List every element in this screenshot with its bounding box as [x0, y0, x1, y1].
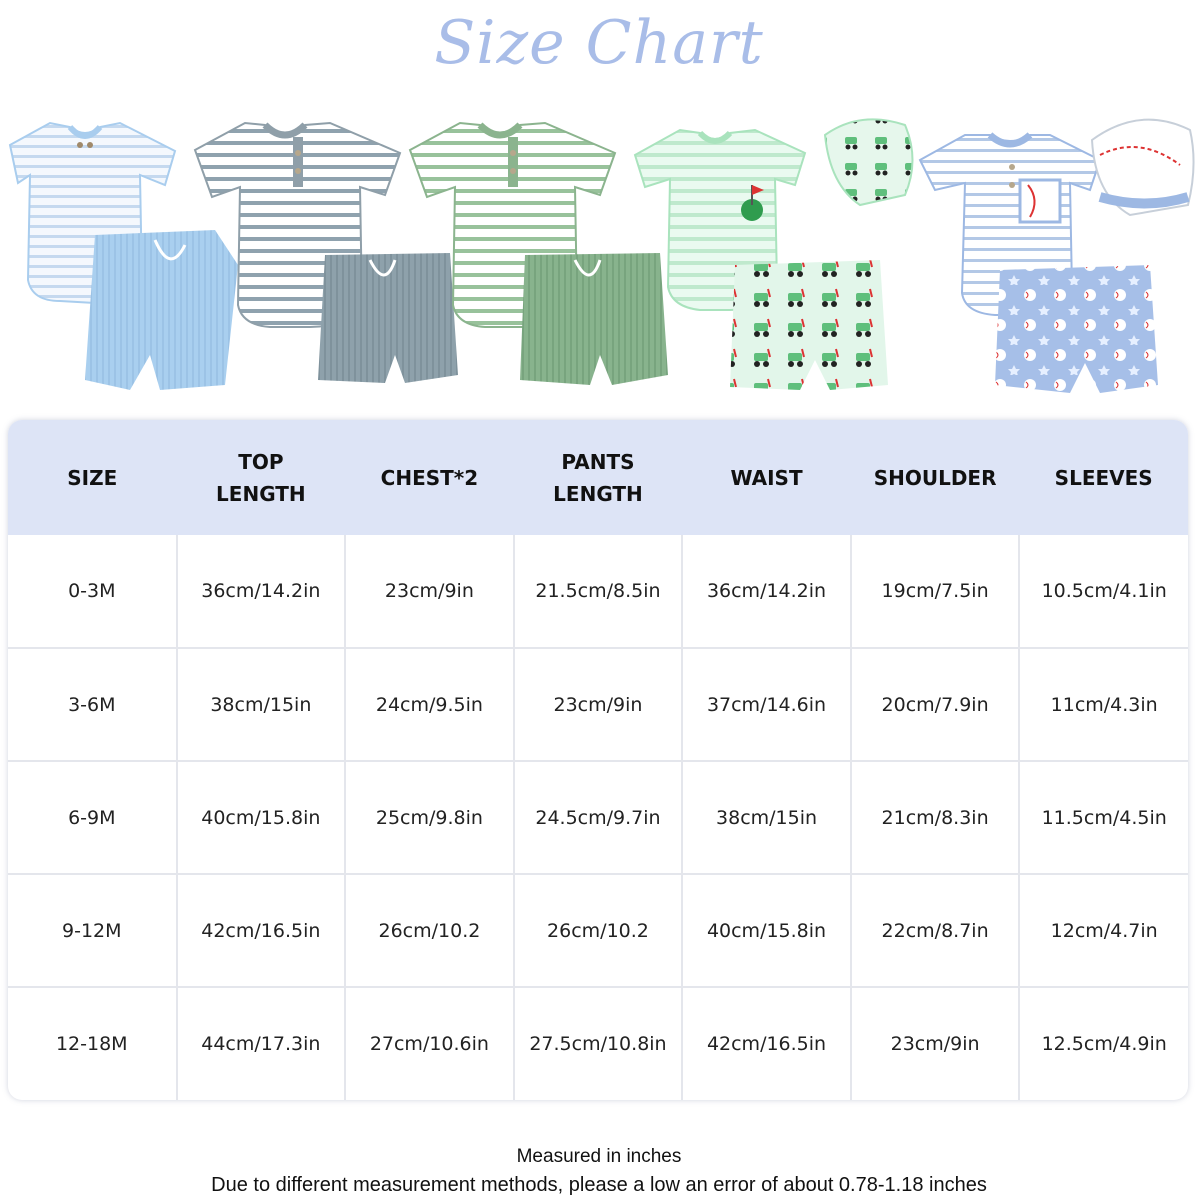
table-cell: 3-6M — [8, 648, 177, 761]
table-cell: 21.5cm/8.5in — [514, 535, 683, 648]
table-cell: 42cm/16.5in — [177, 874, 346, 987]
table-cell: 10.5cm/4.1in — [1019, 535, 1188, 648]
table-cell: 37cm/14.6in — [682, 648, 851, 761]
table-cell: 27.5cm/10.8in — [514, 987, 683, 1100]
table-cell: 20cm/7.9in — [851, 648, 1020, 761]
col-header-shoulder: SHOULDER — [873, 465, 997, 490]
table-cell: 38cm/15in — [177, 648, 346, 761]
table-cell: 12-18M — [8, 987, 177, 1100]
table-cell: 25cm/9.8in — [345, 761, 514, 874]
table-cell: 23cm/9in — [851, 987, 1020, 1100]
col-header-pants-length: PANTS LENGTH — [553, 449, 643, 506]
table-cell: 26cm/10.2 — [345, 874, 514, 987]
table-cell: 44cm/17.3in — [177, 987, 346, 1100]
col-header-chest: CHEST*2 — [380, 465, 479, 490]
outfit-golf-mint — [635, 119, 913, 390]
table-row — [8, 535, 1188, 648]
col-header-size: SIZE — [67, 465, 118, 490]
table-cell: 6-9M — [8, 761, 177, 874]
table-cell: 0-3M — [8, 535, 177, 648]
table-cell: 11.5cm/4.5in — [1019, 761, 1188, 874]
page-title: Size Chart — [434, 8, 764, 78]
table-cell: 11cm/4.3in — [1019, 648, 1188, 761]
table-row — [8, 987, 1188, 1100]
table-cell: 36cm/14.2in — [177, 535, 346, 648]
measurement-unit-note: Measured in inches — [516, 1146, 682, 1167]
table-cell: 21cm/8.3in — [851, 761, 1020, 874]
table-cell: 26cm/10.2 — [514, 874, 683, 987]
table-cell: 12.5cm/4.9in — [1041, 1033, 1167, 1055]
error-tolerance-note: Due to different measurement methods, please a low an error of about 0.78-1.18 inches — [211, 1174, 987, 1196]
footer-notes — [0, 1143, 1198, 1199]
table-cell: 24cm/9.5in — [345, 648, 514, 761]
col-header-sleeves: SLEEVES — [1054, 465, 1153, 490]
col-header-top-length: TOP LENGTH — [216, 449, 306, 506]
table-cell: 12cm/4.7in — [1019, 874, 1188, 987]
table-cell: 36cm/14.2in — [682, 535, 851, 648]
table-cell: 19cm/7.5in — [851, 535, 1020, 648]
table-cell: 38cm/15in — [682, 761, 851, 874]
table-cell: 40cm/15.8in — [682, 874, 851, 987]
table-cell: 22cm/8.7in — [851, 874, 1020, 987]
table-cell: 24.5cm/9.7in — [514, 761, 683, 874]
table-cell: 42cm/16.5in — [682, 987, 851, 1100]
table-cell: 40cm/15.8in — [177, 761, 346, 874]
table-row — [8, 874, 1188, 987]
table-cell: 23cm/9in — [345, 535, 514, 648]
col-header-waist: WAIST — [730, 465, 803, 490]
size-chart-table — [8, 420, 1188, 1100]
table-cell: 27cm/10.6in — [345, 987, 514, 1100]
product-images — [0, 105, 1198, 405]
table-row — [8, 761, 1188, 874]
table-header-row — [8, 420, 1188, 535]
table-cell: 9-12M — [8, 874, 177, 987]
outfit-baseball-blue — [920, 120, 1194, 393]
table-cell: 23cm/9in — [514, 648, 683, 761]
table-row — [8, 648, 1188, 761]
